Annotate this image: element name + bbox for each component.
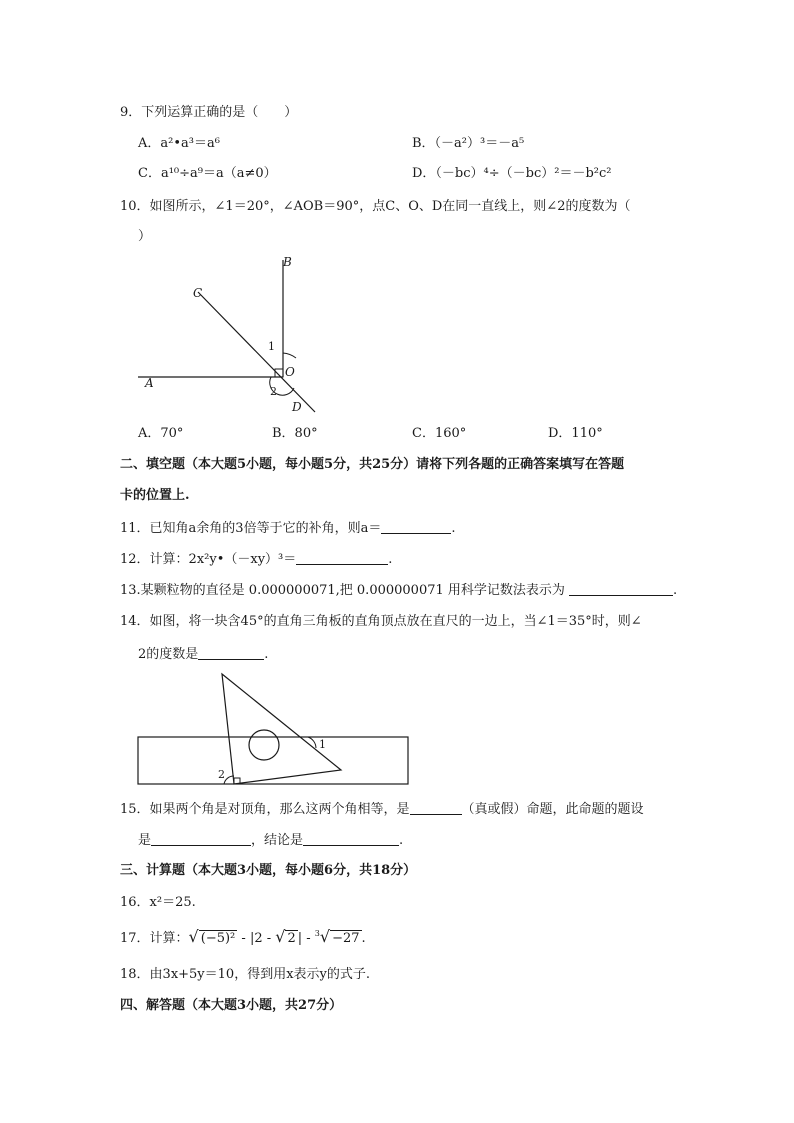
label-angle-2: 2 [270, 385, 277, 398]
q11-text: 11．已知角a余角的3倍等于它的补角，则a＝ [120, 521, 382, 536]
q12-answer-blank[interactable] [296, 551, 388, 565]
label-b: B [283, 255, 292, 269]
q12 [120, 551, 392, 569]
section3-heading: 三、计算题（本大题3小题，每小题6分，共18分） [120, 863, 417, 878]
q15-text-d: ，结论是 [251, 833, 304, 848]
sqrt-sign-2: √ [275, 927, 286, 946]
q13-end: . [673, 583, 678, 598]
q15-blank-true-false[interactable] [410, 801, 462, 815]
q17 [120, 928, 366, 948]
q13-answer-blank[interactable] [569, 582, 673, 596]
q17-text: 17．计算： [120, 931, 189, 946]
q15-text-a: 15．如果两个角是对顶角，那么这两个角相等，是 [120, 802, 410, 817]
triangle-hole [249, 730, 279, 760]
q16: 16．x²＝25. [120, 895, 196, 910]
label-angle-1: 1 [268, 340, 275, 353]
label-d: D [292, 400, 302, 414]
q9-stem: 9．下列运算正确的是（ ） [120, 105, 298, 120]
section4-heading: 四、解答题（本大题3小题，共27分） [120, 998, 343, 1013]
q15-end: . [399, 833, 404, 848]
q10-option-d: D．110° [548, 426, 603, 441]
q17-mid: - |2 - [237, 931, 276, 946]
q13-text: 13.某颗粒物的直径是 0.000000071,把 0.000000071 用科学记数法表示为 [120, 583, 565, 598]
q14-line1: 14．如图，将一块含45°的直角三角板的直角顶点放在直尺的一边上，当∠1＝35°时，则∠ [120, 614, 642, 629]
q10-option-b: B．80° [272, 426, 318, 441]
q15-text-b: （真或假）命题，此命题的题设 [461, 802, 644, 817]
q10-option-a: A．70° [138, 426, 184, 441]
section2-heading-line2: 卡的位置上. [120, 488, 190, 503]
q17-radicand-1: (−5)² [200, 931, 236, 946]
line-cd [198, 292, 315, 412]
q9-option-b: B．（－a²）³＝－a⁵ [412, 136, 525, 151]
label-a: A [145, 376, 154, 390]
q10-stem-line2: ） [138, 229, 152, 244]
q17-radicand-3: −27 [332, 931, 360, 946]
q14-label-angle-2: 2 [218, 768, 225, 781]
q11-end: . [451, 521, 456, 536]
q15-line2 [138, 832, 403, 850]
q9-option-d: D．（－bc）⁴÷（－bc）²＝－b²c² [412, 166, 612, 181]
q13 [120, 582, 677, 600]
q9-option-a: A．a²•a³＝a⁶ [138, 136, 220, 151]
angle-1-arc [283, 353, 296, 358]
q14-label-angle-1: 1 [319, 738, 326, 751]
q9-option-c: C．a¹⁰÷a⁹＝a（a≠0） [138, 166, 277, 181]
label-c: C [193, 286, 203, 300]
sqrt-sign-3: √ [319, 927, 331, 946]
q18: 18．由3x+5y＝10，得到用x表示y的式子. [120, 967, 371, 982]
set-square-triangle [222, 674, 341, 784]
label-o: O [285, 365, 295, 379]
q10-stem-line1: 10．如图所示，∠1＝20°，∠AOB＝90°，点C、O、D在同一直线上，则∠2的度数为（ [120, 199, 631, 214]
q17-mid2: | - [297, 931, 315, 946]
q14-ruler-triangle-figure [130, 668, 420, 793]
angle-2-arc [224, 776, 234, 784]
q14-end: . [264, 647, 269, 662]
q14-answer-blank[interactable] [198, 646, 264, 660]
q17-cube-root-index: 3 [314, 929, 320, 938]
q17-radicand-2: 2 [287, 931, 296, 946]
q15-line1 [120, 801, 644, 819]
q12-text: 12．计算：2x²y•（－xy）³＝ [120, 552, 297, 567]
q17-end: . [361, 931, 366, 946]
sqrt-sign-1: √ [188, 927, 199, 946]
q11-answer-blank[interactable] [381, 520, 451, 534]
q10-angle-figure [130, 250, 330, 420]
ruler [138, 737, 408, 784]
q10-option-c: C．160° [412, 426, 467, 441]
q14-text: 2的度数是 [138, 647, 199, 662]
q11 [120, 520, 455, 538]
section2-heading-line1: 二、填空题（本大题5小题，每小题5分，共25分）请将下列各题的正确答案填写在答题 [120, 457, 625, 472]
q15-blank-hypothesis[interactable] [151, 832, 251, 846]
q14-line2 [138, 646, 268, 664]
q12-end: . [388, 552, 393, 567]
q15-blank-conclusion[interactable] [303, 832, 399, 846]
q15-text-c: 是 [138, 833, 152, 848]
